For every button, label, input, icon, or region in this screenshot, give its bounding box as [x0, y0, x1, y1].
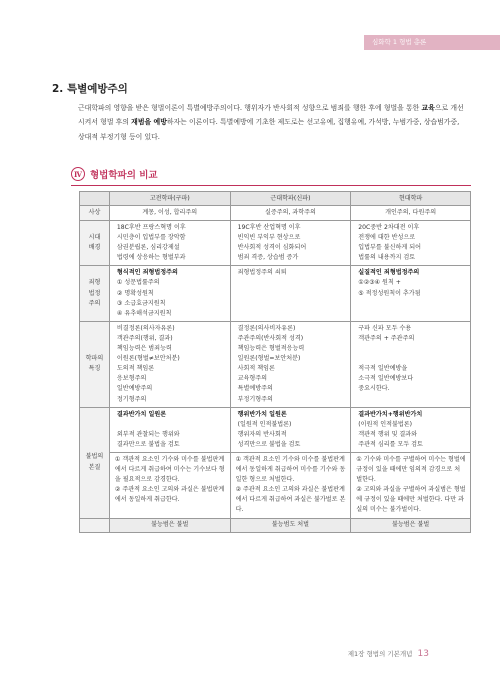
table-cell: 불능범도 처벌 — [230, 518, 351, 532]
table-cell: 비결정론(의사자유론) 객관주의(행위, 결과) 책임능력은 범죄능력 이원론(형벌≠보안처분) 도의적 책임론 응보형주의 일반예방주의 정기형주의 — [109, 321, 230, 407]
table-cell: ① 객관적 요소인 기수와 미수를 불법판계에서 다르게 취급하여 미수는 기수보다 형을 필요적으로 감경한다. ② 주관적 요소인 고의와 과실은 불법판계에서 동일하게 취급한다. — [109, 452, 230, 518]
footer-chapter: 제1장 형법의 기본개념 — [347, 650, 413, 658]
table-cell: ① 객관적 요소인 기수와 미수를 불법판계에서 동일하게 취급하여 미수를 기수와 동일한 형으로 처벌한다. ② 주관적 요소인 고의와 과실은 불법판계에서 다르게 취급하여 과실은 불가벌로 본다. — [230, 452, 351, 518]
heading-rule — [71, 185, 471, 186]
comparison-table — [79, 191, 471, 533]
section-title: 2. 특별예방주의 — [52, 83, 128, 95]
table-row — [80, 321, 471, 407]
table-row — [80, 206, 471, 221]
header-contemporary: 현대학파 — [351, 192, 471, 206]
roman-numeral-badge: Ⅳ — [71, 167, 85, 181]
table-cell: ① 기수와 미수를 구별하여 미수는 형벌에 규정이 있을 때에만 임의적 감경으로 처벌한다. ② 고의와 과실을 구별하여 과실범은 형벌에 규정이 있을 때에만 처벌한다. 다만 과실의 미수는 불가벌이다. — [351, 452, 471, 518]
table-cell: 개인주의, 다원주의 — [351, 206, 471, 221]
chapter-tab: 심화학 1 형법 총론 — [364, 35, 500, 50]
table-row — [80, 221, 471, 266]
row-label — [80, 518, 110, 532]
row-label: 학파의 특징 — [80, 321, 110, 407]
section-paragraph: 근대학파의 영향을 받은 형벌이론이 특별예방주의이다. 행위자가 반사회적 성향으로 범죄를 행한 후에 형벌을 통한 교육으로 개선시켜서 형벌 후의 재범을 예방하자는 이론이다. 특별예방에 기초한 제도로는 선고유예, 집행유예, 가석방, 누범가중, 상습범가중, 상대적 부정기형 등이 있다. — [78, 104, 464, 141]
table-cell: 결과반가치 일원론 외부적 관찰되는 행위와 결과만으로 불법을 검토 — [109, 407, 230, 452]
table-cell: 불능범은 불벌 — [351, 518, 471, 532]
table-cell: 실증주의, 과학주의 — [230, 206, 351, 221]
table-cell: 구파 신파 모두 수용 객관주의 + 주관주의 적극적 일반예방을 소극적 일반예방보다 중요시한다. — [351, 321, 471, 407]
subsection-heading — [71, 167, 158, 181]
header-modern: 근대학파(신파) — [230, 192, 351, 206]
table-cell: 19C후반 산업혁명 이후 빈익빈 부익부 현상으로 반사회적 성격이 심화되어 범죄 격증, 상습범 증가 — [230, 221, 351, 266]
page-footer — [348, 649, 429, 659]
table-cell: 계몽, 이성, 합리주의 — [109, 206, 230, 221]
table-cell: 18C후반 프랑스혁명 이후 시민층이 입법부를 장악함 삼권분립론, 심리강제설 법령에 상응하는 형벌부과 — [109, 221, 230, 266]
page-number: 13 — [417, 649, 429, 659]
header-classical: 고전학파(구파) — [109, 192, 230, 206]
row-label: 불법의 본질 — [80, 407, 110, 518]
table-cell: 형식적인 죄형법정주의 ① 성문법률주의 ② 명확성원칙 ③ 소급효금지원칙 ④ 유추해석금지원칙 — [109, 266, 230, 321]
table-cell: 20C중반 2차대전 이후 전쟁에 대한 반성으로 입법부를 불신하게 되어 법률의 내용까지 검토 — [351, 221, 471, 266]
table-cell: 실질적인 죄형법정주의 ①②③④ 원칙 + ⑤ 적정성원칙이 추가됨 — [351, 266, 471, 321]
row-label: 죄형 법정 주의 — [80, 266, 110, 321]
table-cell: 불능범은 불벌 — [109, 518, 230, 532]
table-row — [80, 452, 471, 518]
table-cell: 죄형법정주의 쇠퇴 — [230, 266, 351, 321]
table-row — [80, 407, 471, 452]
table-row — [80, 518, 471, 532]
table-cell: 결과반가치+행위반가치 (이원적 인적불법론) 객관적 행위 및 결과와 주관적 심리를 모두 검토 — [351, 407, 471, 452]
table-cell: 결정론(의사비자유론) 주관주의(반사회적 성격) 책임능력은 형벌적응능력 일원론(형벌=보안처분) 사회적 책임론 교육형주의 특별예방주의 부정기형주의 — [230, 321, 351, 407]
table-cell: 행위반가치 일원론 (일원적 인적불법론) 행위자의 반사회적 성격만으로 불법을 검토 — [230, 407, 351, 452]
subsection-title: 형법학파의 비교 — [90, 170, 158, 181]
row-label: 사상 — [80, 206, 110, 221]
row-label: 시대 배경 — [80, 221, 110, 266]
table-row — [80, 266, 471, 321]
header-blank — [80, 192, 110, 206]
table-header-row — [80, 192, 471, 206]
